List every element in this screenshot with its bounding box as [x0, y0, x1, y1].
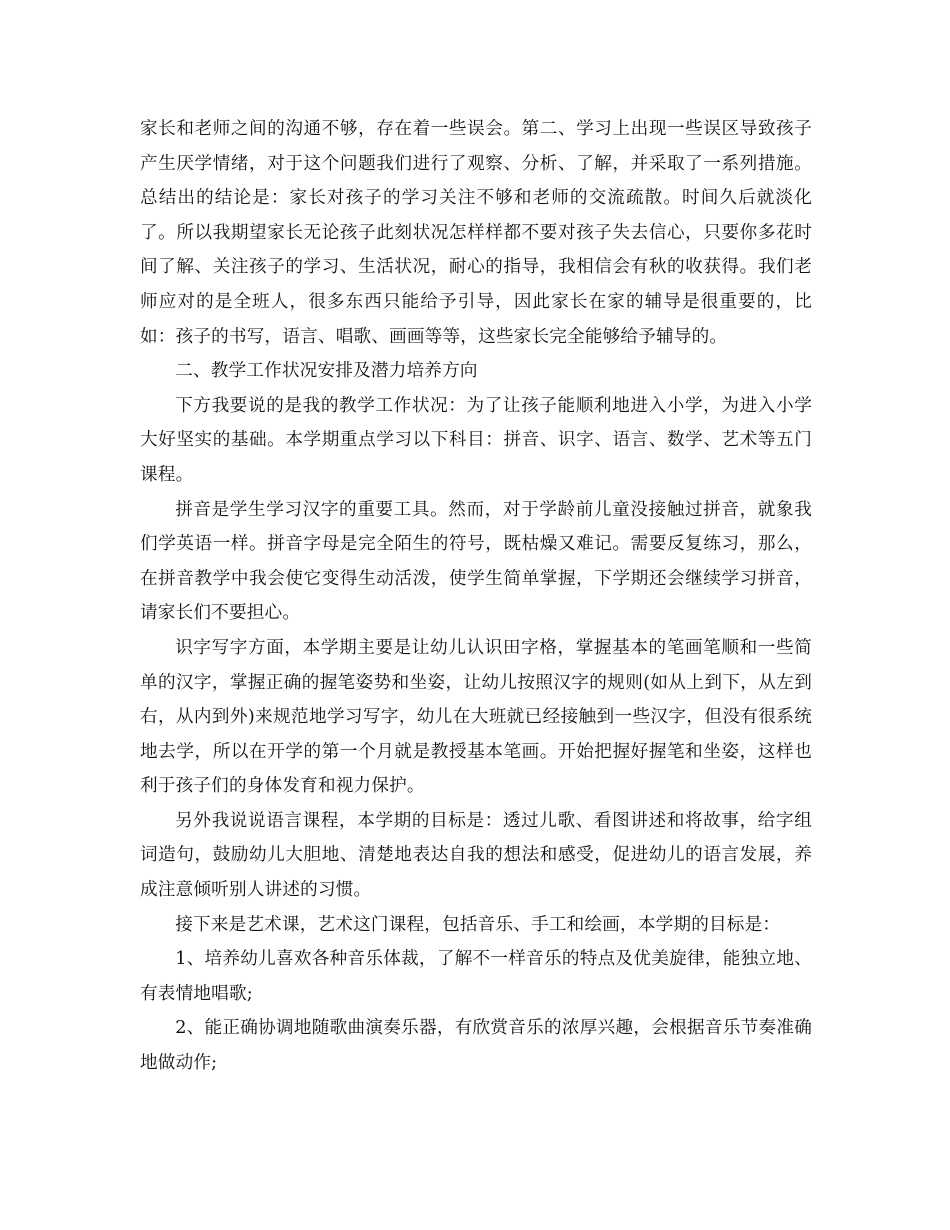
list-item-art-goal-2: 2、能正确协调地随歌曲演奏乐器，有欣赏音乐的浓厚兴趣，会根据音乐节奏准确地做动作; — [140, 1018, 812, 1074]
paragraph-teaching-overview: 下方我要说的是我的教学工作状况：为了让孩子能顺利地进入小学，为进入小学大好坚实的基础。本学期重点学习以下科目：拼音、识字、语言、数学、艺术等五门课程。 — [140, 395, 812, 485]
paragraph-continuation: 家长和老师之间的沟通不够，存在着一些误会。第二、学习上出现一些误区导致孩子产生厌学情绪，对于这个问题我们进行了观察、分析、了解，并采取了一系列措施。总结出的结论是：家长对孩子的学习关注不够和老师的交流疏散。时间久后就淡化了。所以我期望家长无论孩子此刻状况怎样样都不要对孩子失去信心，只要你多花时间了解、关注孩子的学习、生活状况，耐心的指导，我相信会有秋的收获得。我们老师应对的是全班人，很多东西只能给予引导，因此家长在家的辅导是很重要的，比如：孩子的书写，语言、唱歌、画画等等，这些家长完全能够给予辅导的。 — [140, 119, 812, 347]
document-body — [140, 112, 812, 1081]
paragraph-language: 另外我说说语言课程，本学期的目标是：透过儿歌、看图讲述和将故事，给字组词造句，鼓励幼儿大胆地、清楚地表达自我的想法和感受，促进幼儿的语言发展，养成注意倾听别人讲述的习惯。 — [140, 810, 812, 901]
section-heading: 二、教学工作状况安排及潜力培养方向 — [175, 361, 478, 382]
paragraph-art-intro: 接下来是艺术课，艺术这门课程，包括音乐、手工和绘画，本学期的目标是： — [175, 914, 781, 935]
paragraph-literacy-writing: 识字写字方面，本学期主要是让幼儿认识田字格，掌握基本的笔画笔顺和一些简单的汉字，掌握正确的握笔姿势和坐姿，让幼儿按照汉字的规则(如从上到下，从左到右，从内到外)来规范地学习写字，幼儿在大班就已经接触到一些汉字，但没有很系统地去学，所以在开学的第一个月就是教授基本笔画。开始把握好握笔和坐姿，这样也利于孩子们的身体发育和视力保护。 — [140, 637, 812, 797]
list-item-art-goal-1: 1、培养幼儿喜欢各种音乐体裁，了解不一样音乐的特点及优美旋律，能独立地、有表情地唱歌; — [140, 949, 812, 1004]
paragraph-pinyin: 拼音是学生学习汉字的重要工具。然而，对于学龄前儿童没接触过拼音，就象我们学英语一样。拼音字母是完全陌生的符号，既枯燥又难记。需要反复练习，那么，在拼音教学中我会使它变得生动活泼，使学生简单掌握，下学期还会继续学习拼音，请家长们不要担心。 — [140, 499, 812, 624]
